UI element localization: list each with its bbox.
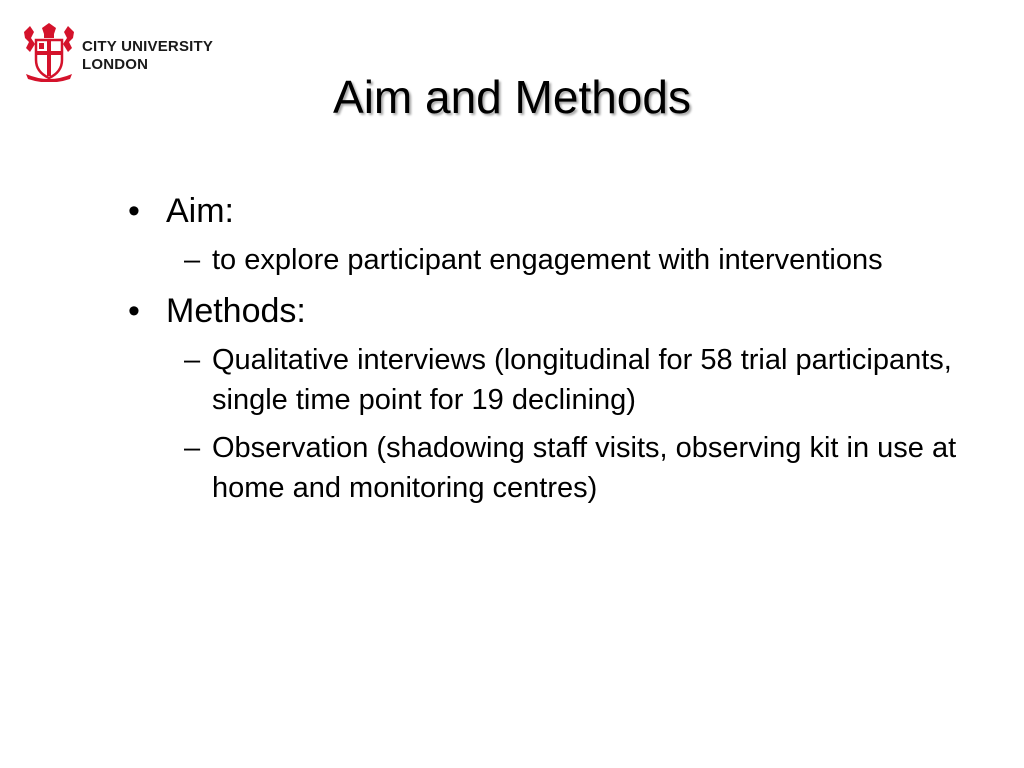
bullet-aim-text: Aim: bbox=[166, 192, 234, 230]
sub-bullet-text: Observation (shadowing staff visits, observing kit in use at home and monitoring centres) bbox=[212, 432, 957, 504]
sub-bullet-text: Qualitative interviews (longitudinal for 58 trial participants, single time point for 19 declining) bbox=[212, 344, 952, 416]
logo-line-1: CITY UNIVERSITY bbox=[82, 38, 214, 55]
bullet-marker: • bbox=[128, 292, 140, 330]
sub-bullet-marker: – bbox=[184, 344, 201, 376]
slide-body bbox=[126, 188, 1016, 516]
bullet-methods-text: Methods: bbox=[166, 292, 306, 330]
bullet-aim bbox=[126, 188, 1016, 234]
bullet-methods bbox=[126, 288, 1016, 334]
sub-bullet-methods-1 bbox=[126, 340, 1016, 420]
sub-bullet-text: to explore participant engagement with interventions bbox=[212, 244, 883, 276]
sub-bullet-marker: – bbox=[184, 244, 201, 276]
slide-title: Aim and Methods bbox=[333, 71, 691, 123]
logo-line-2: LONDON bbox=[82, 56, 149, 73]
sub-bullet-marker: – bbox=[184, 432, 201, 464]
sub-bullet-aim-1 bbox=[126, 240, 1016, 280]
sub-bullet-methods-2 bbox=[126, 428, 1016, 508]
bullet-marker: • bbox=[128, 192, 140, 230]
